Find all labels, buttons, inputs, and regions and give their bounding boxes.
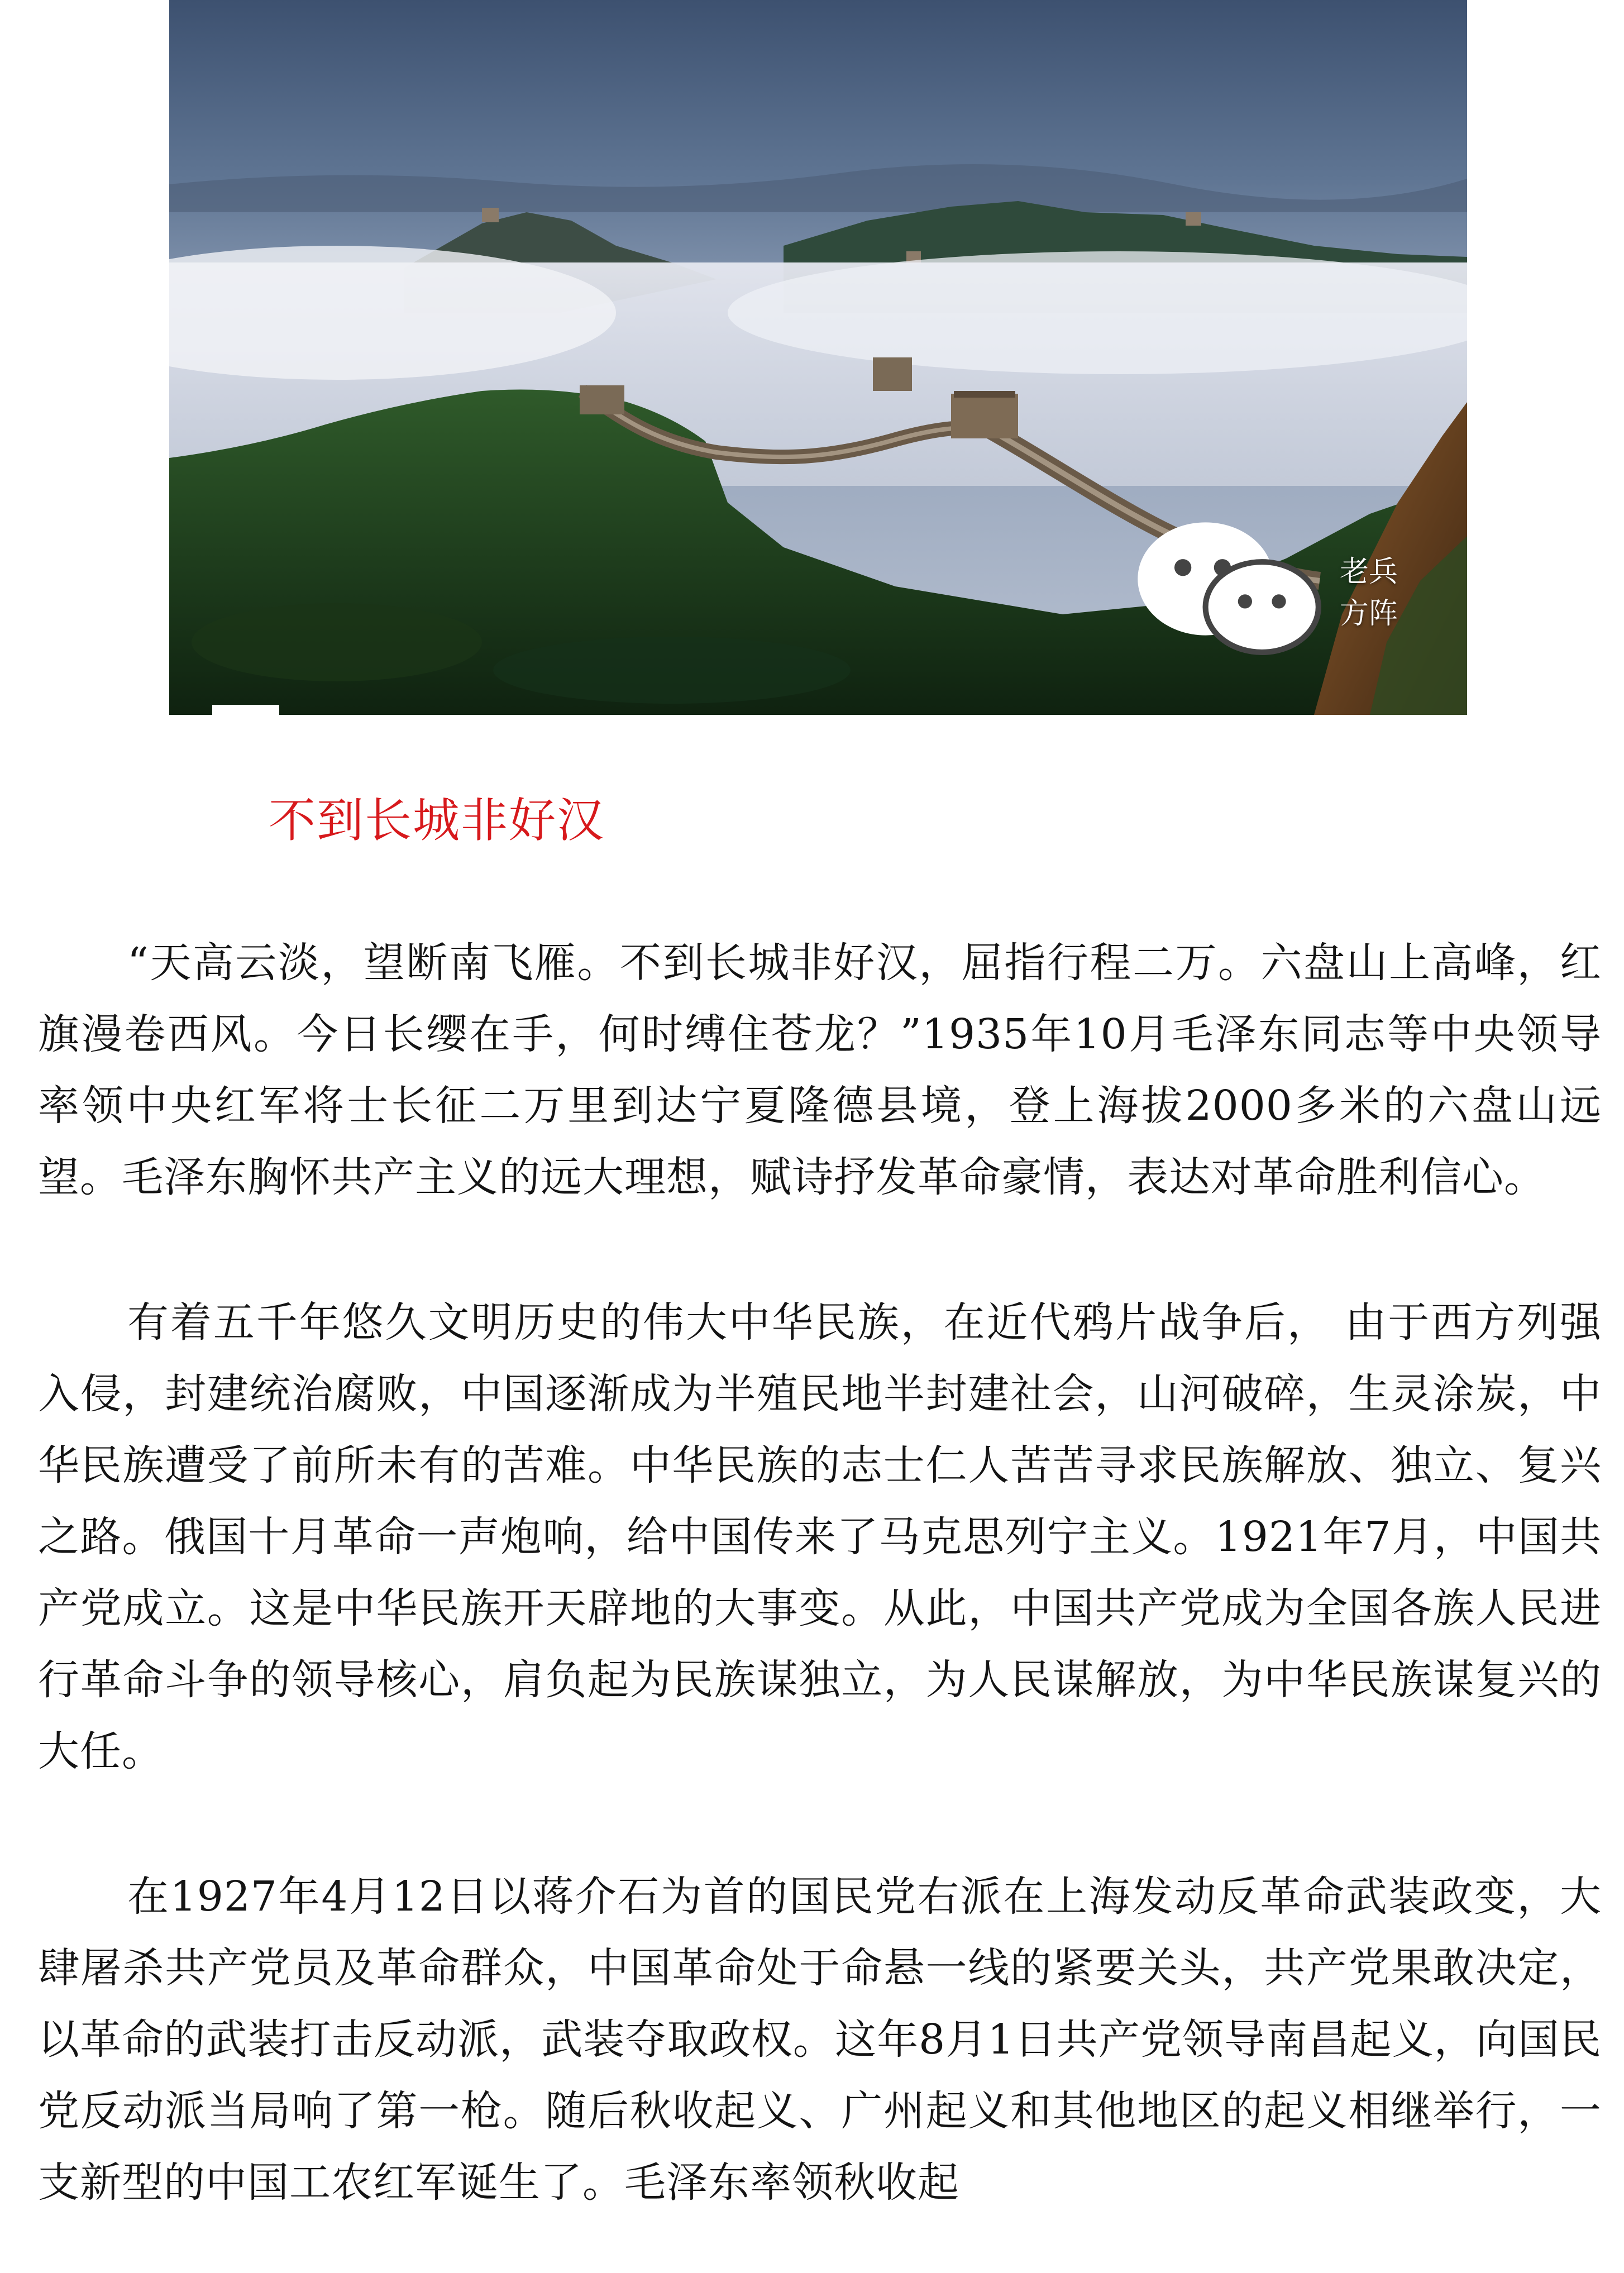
image-edge-artifact: [212, 705, 279, 717]
paragraph-3: 在1927年4月12日以蒋介石为首的国民党右派在上海发动反革命武装政变，大肆屠杀共产党员及革命群众，中国革命处于命悬一线的紧要关头，共产党果敢决定，以革命的武装打击反动派，武装夺取政权。这年8月1日共产党领导南昌起义，向国民党反动派当局响了第一枪。随后秋收起义、广州起义和其他地区的起义相继举行，一支新型的中国工农红军诞生了。毛泽东率领秋收起: [38, 1873, 1602, 2207]
watermark-text: 老兵方阵: [1340, 555, 1398, 631]
article-body: [38, 927, 1602, 2218]
wechat-icon: [1126, 505, 1330, 675]
paragraph-2: 有着五千年悠久文明历史的伟大中华民族，在近代鸦片战争后， 由于西方列强入侵，封建统治腐败，中国逐渐成为半殖民地半封建社会，山河破碎，生灵涂炭，中华民族遭受了前所未有的苦难。中华民族的志士仁人苦苦寻求民族解放、独立、复兴之路。俄国十月革命一声炮响，给中国传来了马克思列宁主义。1921年7月，中国共产党成立。这是中华民族开天辟地的大事变。从此，中国共产党成为全国各族人民进行革命斗争的领导核心，肩负起为民族谋独立，为人民谋解放，为中华民族谋复兴的大任。: [38, 1298, 1602, 1775]
hero-image: [169, 0, 1467, 715]
paragraph-1: “天高云淡，望断南飞雁。不到长城非好汉，屈指行程二万。六盘山上高峰，红旗漫卷西风。今日长缨在手，何时缚住苍龙？”1935年10月毛泽东同志等中央领导率领中央红军将士长征二万里到达宁夏隆德县境，登上海拔2000多米的六盘山远望。毛泽东胸怀共产主义的远大理想，赋诗抒发革命豪情，表达对革命胜利信心。: [38, 939, 1602, 1201]
article-title: 不到长城非好汉: [269, 793, 605, 848]
watermark: [1126, 505, 1420, 675]
